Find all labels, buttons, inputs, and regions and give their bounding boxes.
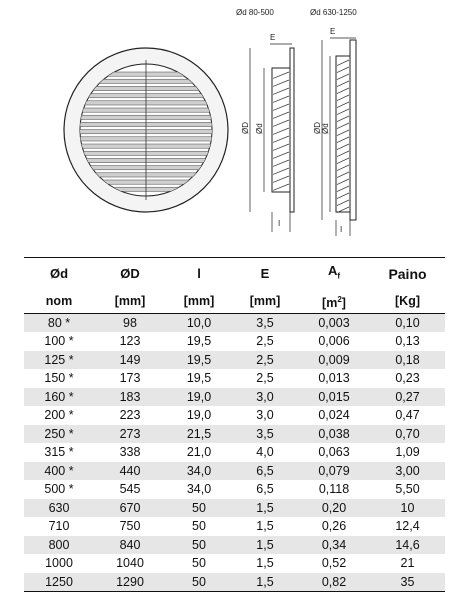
dim-od-inner-label: Ød [255, 123, 264, 134]
table-row [24, 536, 445, 555]
table-row [24, 499, 445, 518]
cell-E: 6,5 [232, 462, 298, 481]
table-row [24, 351, 445, 370]
cell-af: 0,079 [298, 462, 370, 481]
cell-d: 125 * [24, 351, 94, 370]
cell-paino: 3,00 [370, 462, 445, 481]
dim-i-label: I [278, 219, 281, 228]
cell-l: 34,0 [166, 480, 232, 499]
unit-af-close: ] [341, 295, 346, 310]
cell-E: 1,5 [232, 517, 298, 536]
cell-l: 21,5 [166, 425, 232, 444]
header-E: E [232, 258, 298, 290]
table-row [24, 443, 445, 462]
cell-l: 50 [166, 554, 232, 573]
cell-paino: 12,4 [370, 517, 445, 536]
cell-l: 50 [166, 573, 232, 592]
header-l: l [166, 258, 232, 290]
dim-od-inner-label-2: Ød [321, 123, 330, 134]
cell-l: 50 [166, 499, 232, 518]
dim-i-label-2: I [340, 225, 343, 234]
cell-E: 4,0 [232, 443, 298, 462]
cell-af: 0,003 [298, 313, 370, 332]
cell-l: 10,0 [166, 313, 232, 332]
cell-D: 98 [94, 313, 166, 332]
cell-D: 1040 [94, 554, 166, 573]
unit-D: [mm] [94, 290, 166, 314]
cell-D: 149 [94, 351, 166, 370]
header-af-main: A [327, 263, 338, 278]
grille-technical-drawing [0, 0, 475, 250]
unit-af-open: [m [322, 295, 338, 310]
cell-d: 200 * [24, 406, 94, 425]
variant-label-large: Ød 630-1250 [310, 8, 357, 17]
cell-D: 750 [94, 517, 166, 536]
cell-D: 545 [94, 480, 166, 499]
cell-paino: 0,13 [370, 332, 445, 351]
cell-d: 400 * [24, 462, 94, 481]
cell-d: 250 * [24, 425, 94, 444]
cell-E: 6,5 [232, 480, 298, 499]
cell-D: 183 [94, 388, 166, 407]
cell-l: 34,0 [166, 462, 232, 481]
cell-af: 0,26 [298, 517, 370, 536]
cell-paino: 5,50 [370, 480, 445, 499]
cell-d: 1250 [24, 573, 94, 592]
table-row [24, 369, 445, 388]
cell-D: 223 [94, 406, 166, 425]
unit-l: [mm] [166, 290, 232, 314]
table-row [24, 517, 445, 536]
cell-E: 2,5 [232, 351, 298, 370]
cell-af: 0,20 [298, 499, 370, 518]
cell-D: 440 [94, 462, 166, 481]
cell-af: 0,006 [298, 332, 370, 351]
header-af-sub: f [337, 271, 341, 281]
cell-af: 0,013 [298, 369, 370, 388]
cell-paino: 0,47 [370, 406, 445, 425]
dim-e-label-2: E [330, 27, 336, 36]
cell-d: 80 * [24, 313, 94, 332]
cell-l: 19,0 [166, 388, 232, 407]
cell-D: 173 [94, 369, 166, 388]
cell-E: 1,5 [232, 536, 298, 555]
cell-paino: 0,18 [370, 351, 445, 370]
cell-l: 19,5 [166, 351, 232, 370]
cell-d: 1000 [24, 554, 94, 573]
cell-d: 160 * [24, 388, 94, 407]
cell-paino: 1,09 [370, 443, 445, 462]
dim-e-label: E [270, 33, 276, 42]
unit-E: [mm] [232, 290, 298, 314]
cell-l: 19,0 [166, 406, 232, 425]
unit-paino: [Kg] [370, 290, 445, 314]
cell-d: 150 * [24, 369, 94, 388]
table-row [24, 480, 445, 499]
cell-af: 0,063 [298, 443, 370, 462]
cell-D: 273 [94, 425, 166, 444]
cell-paino: 0,70 [370, 425, 445, 444]
cell-af: 0,34 [298, 536, 370, 555]
cell-d: 630 [24, 499, 94, 518]
cell-paino: 0,27 [370, 388, 445, 407]
cell-af: 0,015 [298, 388, 370, 407]
table-body [24, 313, 445, 592]
cell-D: 670 [94, 499, 166, 518]
table-units-row [24, 290, 445, 314]
cell-E: 3,0 [232, 406, 298, 425]
cell-E: 1,5 [232, 573, 298, 592]
cell-paino: 14,6 [370, 536, 445, 555]
unit-af-sup: 2 [337, 294, 342, 304]
side-view-small [236, 8, 294, 232]
cell-E: 2,5 [232, 332, 298, 351]
side-view-large [310, 8, 357, 236]
cell-paino: 10 [370, 499, 445, 518]
cell-D: 338 [94, 443, 166, 462]
cell-E: 2,5 [232, 369, 298, 388]
cell-E: 1,5 [232, 499, 298, 518]
table-row [24, 313, 445, 332]
cell-d: 100 * [24, 332, 94, 351]
variant-label-small: Ød 80-500 [236, 8, 274, 17]
header-d: Ød [24, 258, 94, 290]
cell-D: 840 [94, 536, 166, 555]
cell-E: 3,5 [232, 313, 298, 332]
cell-E: 1,5 [232, 554, 298, 573]
cell-af: 0,009 [298, 351, 370, 370]
cell-af: 0,038 [298, 425, 370, 444]
cell-af: 0,118 [298, 480, 370, 499]
cell-af: 0,024 [298, 406, 370, 425]
cell-d: 500 * [24, 480, 94, 499]
header-af [298, 258, 370, 290]
dim-od-outer-label: ØD [241, 122, 250, 134]
cell-E: 3,5 [232, 425, 298, 444]
cell-paino: 35 [370, 573, 445, 592]
cell-l: 19,5 [166, 369, 232, 388]
table-row [24, 332, 445, 351]
dim-od-outer-label-2: ØD [313, 122, 322, 134]
grille-spec-table [24, 257, 445, 592]
cell-E: 3,0 [232, 388, 298, 407]
cell-paino: 0,10 [370, 313, 445, 332]
cell-paino: 0,23 [370, 369, 445, 388]
table-row [24, 388, 445, 407]
unit-d: nom [24, 290, 94, 314]
cell-af: 0,82 [298, 573, 370, 592]
table-row [24, 573, 445, 592]
cell-d: 800 [24, 536, 94, 555]
cell-l: 21,0 [166, 443, 232, 462]
header-paino: Paino [370, 258, 445, 290]
table-row [24, 406, 445, 425]
cell-af: 0,52 [298, 554, 370, 573]
cell-d: 710 [24, 517, 94, 536]
cell-d: 315 * [24, 443, 94, 462]
table-row [24, 554, 445, 573]
header-D: ØD [94, 258, 166, 290]
cell-l: 50 [166, 517, 232, 536]
table-row [24, 425, 445, 444]
cell-l: 19,5 [166, 332, 232, 351]
cell-l: 50 [166, 536, 232, 555]
cell-D: 123 [94, 332, 166, 351]
front-view [64, 48, 228, 212]
table-row [24, 462, 445, 481]
unit-af [298, 290, 370, 314]
table-header-row [24, 258, 445, 290]
cell-paino: 21 [370, 554, 445, 573]
cell-D: 1290 [94, 573, 166, 592]
